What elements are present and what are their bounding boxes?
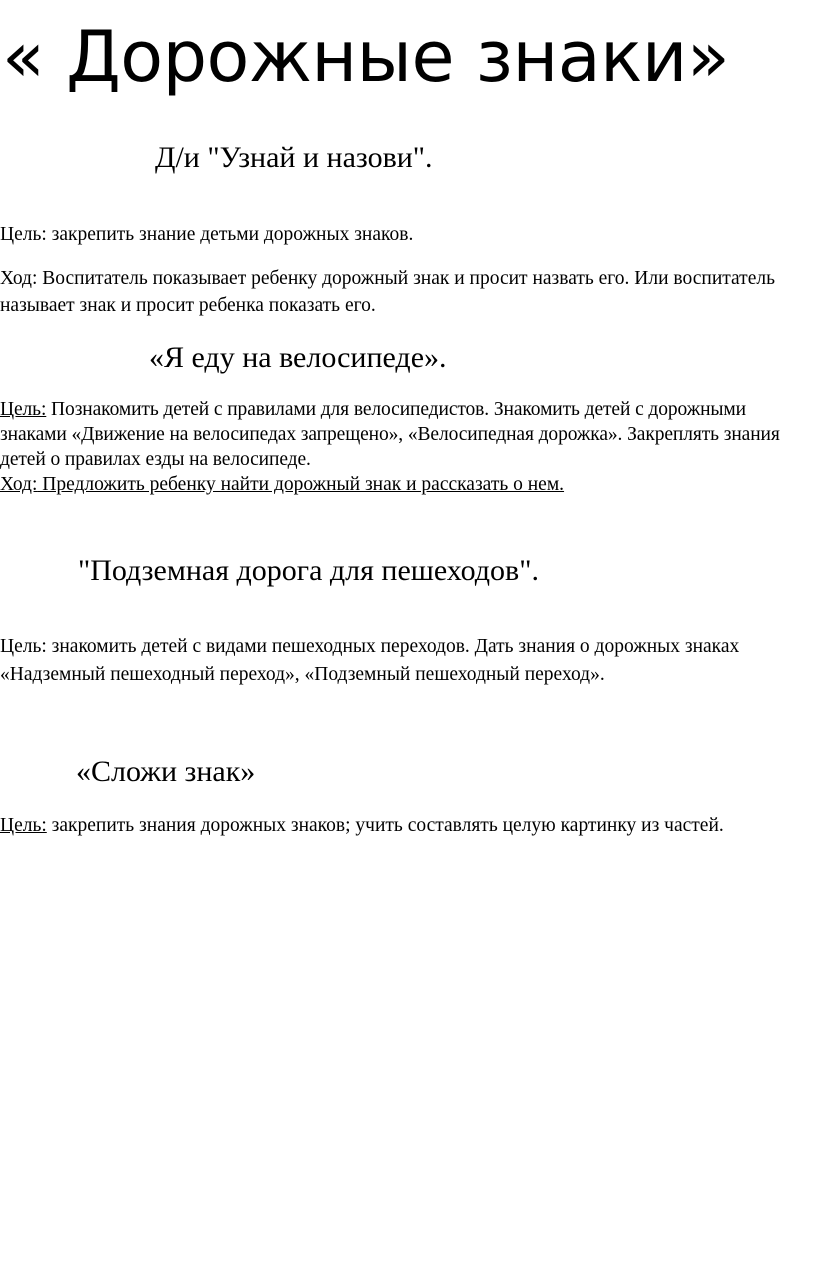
goal-text: Познакомить детей с правилами для велосипедистов. Знакомить детей с дорожными знаками «Движение на велосипедах запрещено», «Велосипедная дорожка». Закреплять знания детей о правилах езды на велосипеде. xyxy=(0,399,780,470)
goal-text: знакомить детей с видами пешеходных переходов. Дать знания о дорожных знаках «Надземный пешеходный переход», «Подземный пешеходный переход». xyxy=(0,636,740,685)
document-title: « Дорожные знаки» xyxy=(2,16,730,98)
section-3-heading: "Подземная дорога для пешеходов". xyxy=(78,554,539,587)
goal-text: закрепить знания дорожных знаков; учить составлять целую картинку из частей. xyxy=(46,815,724,836)
goal-text: закрепить знание детьми дорожных знаков. xyxy=(46,224,414,245)
section-2-move xyxy=(0,472,814,497)
section-4-heading: «Сложи знак» xyxy=(76,755,256,788)
section-2-goal xyxy=(0,397,814,472)
move-text: Предложить ребенку найти дорожный знак и рассказать о нем. xyxy=(37,474,565,495)
goal-label: Цель: xyxy=(0,636,47,657)
goal-label: Цель: xyxy=(0,815,47,836)
section-1-goal xyxy=(0,222,814,247)
section-1-heading: Д/и "Узнай и назови". xyxy=(155,141,433,174)
move-label: Ход: xyxy=(0,474,38,495)
section-2-heading: «Я еду на велосипеде». xyxy=(149,341,447,374)
section-4-goal xyxy=(0,813,814,838)
move-label: Ход: xyxy=(0,268,38,289)
section-3-goal xyxy=(0,633,814,689)
goal-label: Цель: xyxy=(0,224,47,245)
section-1-move xyxy=(0,265,814,319)
move-text: Воспитатель показывает ребенку дорожный знак и просит назвать его. Или воспитатель называет знак и просит ребенка показать его. xyxy=(0,268,775,316)
goal-label: Цель: xyxy=(0,399,47,420)
